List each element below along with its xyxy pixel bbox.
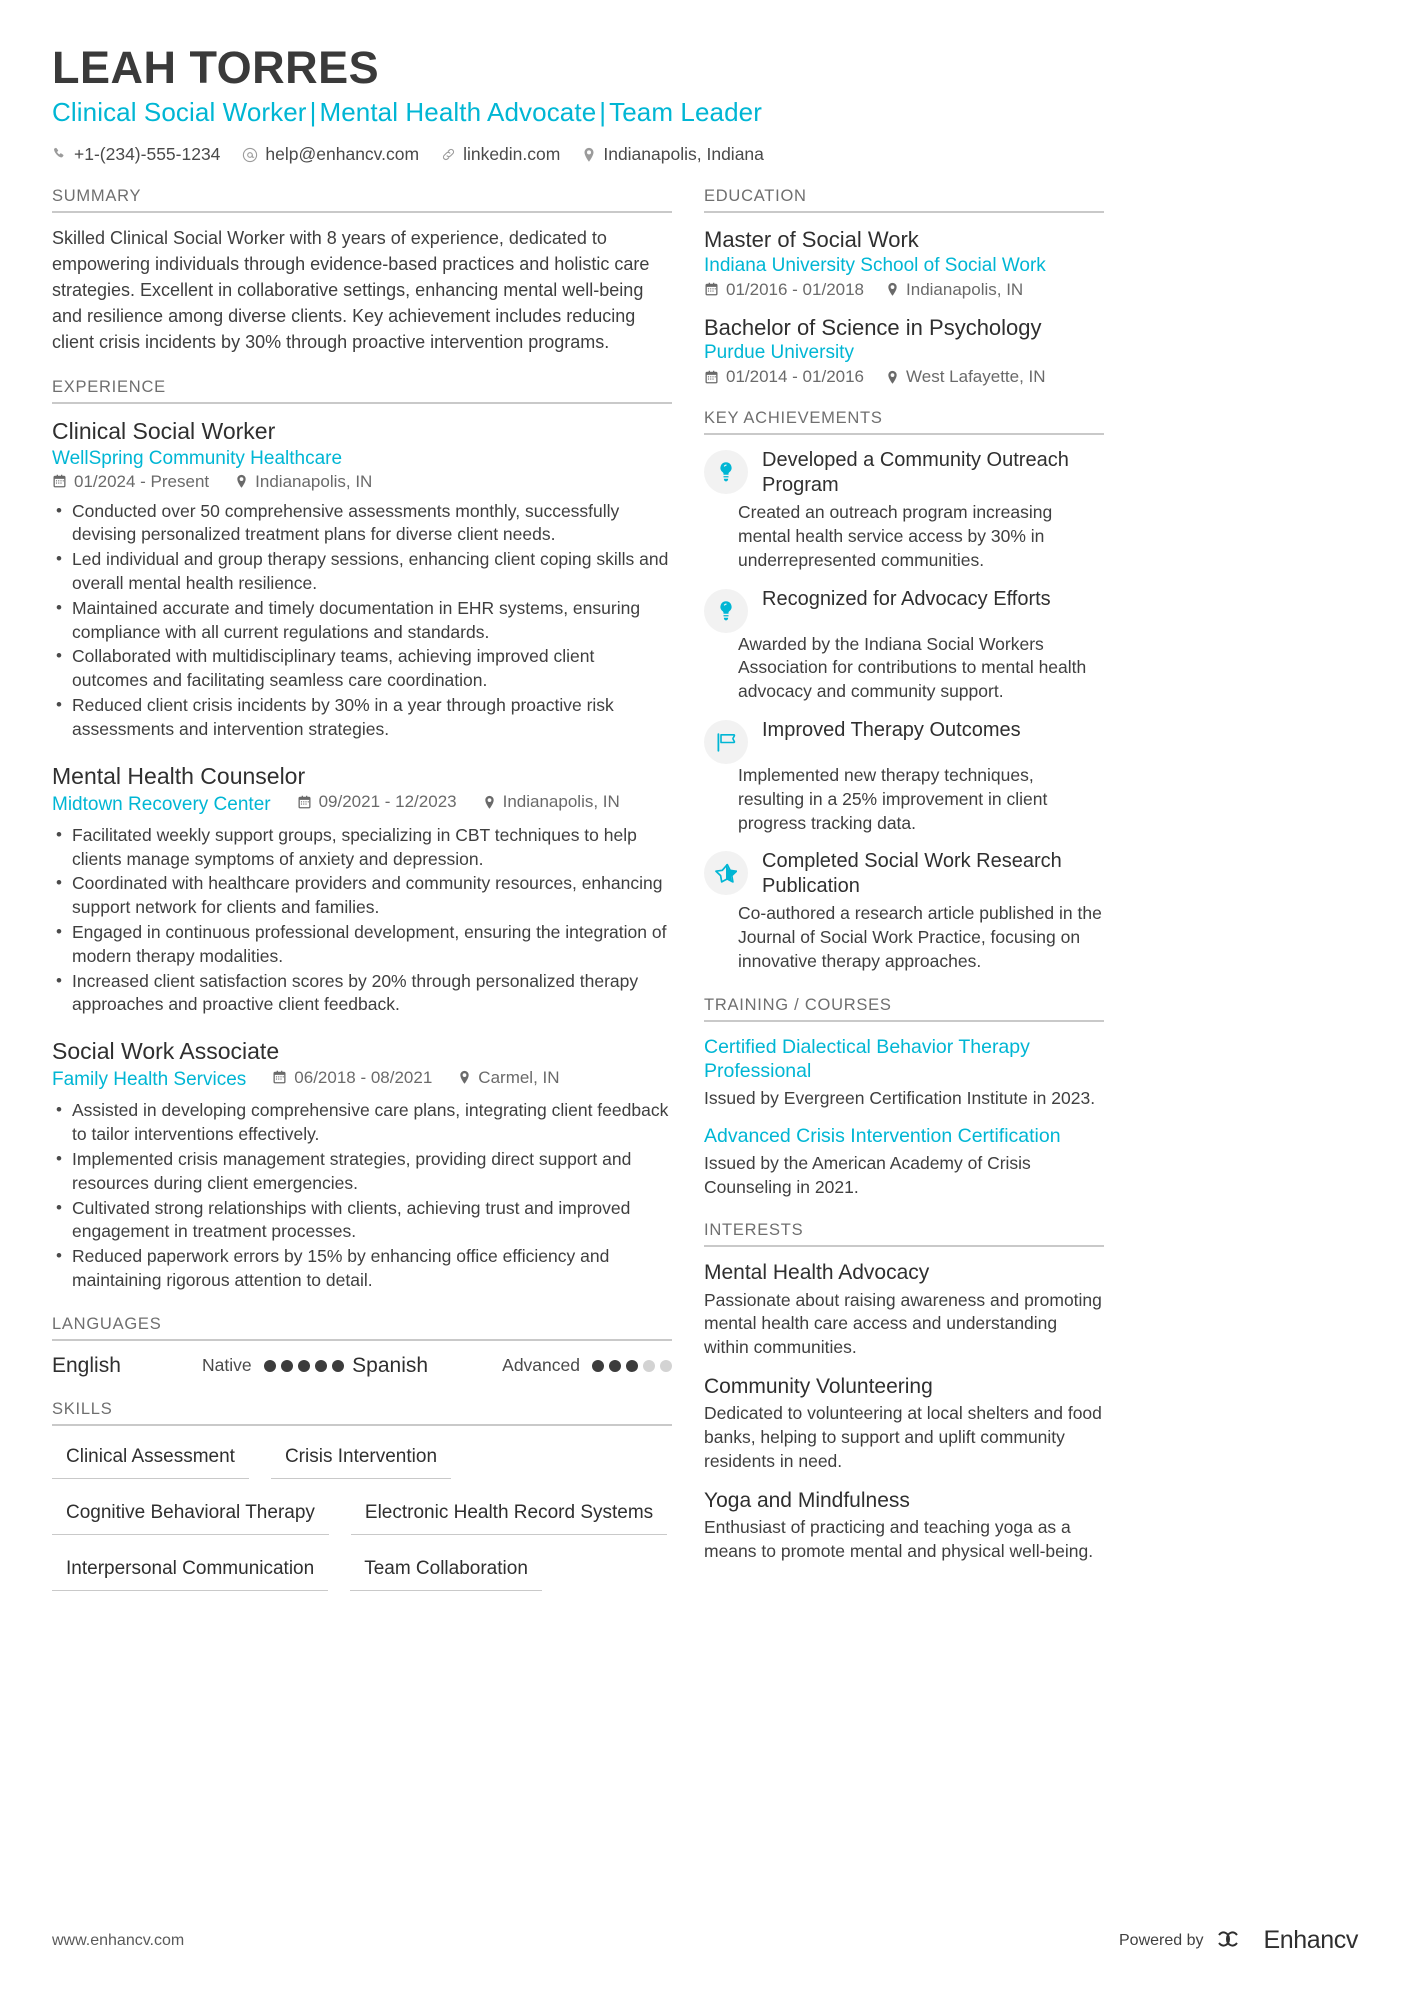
education-dates [704,280,864,300]
skill-chip: Electronic Health Record Systems [351,1495,667,1535]
language-rating-dot [332,1360,344,1372]
brand-logo [1216,1926,1359,1955]
section-title-interests: INTERESTS [704,1221,804,1240]
achievement-item [704,718,1104,835]
calendar-icon [297,795,312,810]
achievement-description: Created an outreach program increasing mental health service access by 30% in underrepresented communities. [738,502,1053,570]
education-degree: Bachelor of Science in Psychology [704,314,1042,340]
section-rule [52,211,672,213]
language-level: Native [202,1355,252,1376]
education-dates-text: 01/2016 - 01/2018 [726,279,865,299]
education-item [704,226,1104,300]
experience-list [52,417,672,1293]
email-icon [242,147,258,163]
language-name: English [52,1353,121,1377]
job-bullets [52,500,672,742]
lightbulb-icon [704,450,748,494]
headline-part-3: Team Leader [609,97,762,128]
section-title-skills: SKILLS [52,1399,113,1418]
job-meta-row [52,1068,672,1092]
section-rule [52,1424,672,1426]
experience-item [52,762,672,1018]
education-list [704,226,1104,387]
section-rule [704,211,1104,213]
job-bullet: • Assisted in developing comprehensive care plans, integrating client feedback to tailor interventions effectively. [52,1099,672,1147]
job-title: Social Work Associate [52,1038,280,1065]
summary-text: Skilled Clinical Social Worker with 8 years of experience, dedicated to empowering individuals through evidence-based practices and holistic care strategies. Excellent in collaborative settings, enhancing mental well-being and resilience among diverse clients. Key achievement includes reducing client crisis incidents by 30% through proactive intervention programs. [52,228,650,352]
job-bullet: • Conducted over 50 comprehensive assessments monthly, successfully devising personalized treatment plans for diverse client needs. [52,500,672,548]
resume-body [52,187,1358,1629]
language-rating [264,1360,344,1372]
calendar-icon [52,474,67,489]
education-location [886,280,1023,300]
contact-phone-text: +1-(234)-555-1234 [74,144,221,165]
page-footer [52,1926,1358,1955]
skill-chip: Cognitive Behavioral Therapy [52,1495,329,1535]
achievement-description: Awarded by the Indiana Social Workers Association for contributions to mental health advocacy and community support. [738,633,1087,702]
language-rating-dot [660,1360,672,1372]
language-rating-dot [264,1360,276,1372]
job-bullet: • Cultivated strong relationships with clients, achieving trust and improved engagement in treatment processes. [52,1197,672,1245]
lightbulb-icon [704,589,748,633]
job-bullet: • Reduced paperwork errors by 15% by enhancing office efficiency and maintaining rigorous attention to detail. [52,1245,672,1293]
experience-item [52,417,672,742]
location-icon [582,147,596,163]
section-skills [52,1400,672,1607]
calendar-icon [704,370,719,385]
achievement-head [704,849,1104,902]
job-dates [52,472,209,492]
interest-name: Mental Health Advocacy [704,1261,930,1285]
job-organization: WellSpring Community Healthcare [52,447,343,469]
training-name: Advanced Crisis Intervention Certification [704,1125,1061,1148]
job-bullet: • Collaborated with multidisciplinary teams, achieving improved client outcomes and facilitating seamless care coordination. [52,645,672,693]
contact-location[interactable] [582,144,764,165]
language-rating [592,1360,672,1372]
contact-phone[interactable] [52,144,220,165]
powered-by-label: Powered by [1119,1931,1204,1949]
achievement-body [762,718,1104,746]
location-icon [458,1070,471,1085]
education-meta [704,280,1104,300]
education-meta [704,367,1104,387]
headline-part-1: Clinical Social Worker [52,97,307,128]
section-summary [52,187,672,356]
job-bullet: • Increased client satisfaction scores by 20% through personalized therapy approaches and proactive client feedback. [52,970,672,1018]
language-rating-dot [609,1360,621,1372]
section-achievements [704,409,1104,974]
skill-chip: Team Collaboration [350,1551,542,1591]
education-location-text: Indianapolis, IN [906,279,1024,299]
training-item [704,1124,1104,1199]
language-rating-dot [592,1360,604,1372]
location-icon [886,282,899,297]
brand-name: Enhancv [1263,1926,1358,1954]
contact-link[interactable] [441,144,560,165]
resume-header [52,44,1358,165]
skill-chip: Crisis Intervention [271,1439,451,1479]
job-title: Clinical Social Worker [52,417,276,444]
section-rule [704,1245,1104,1247]
section-training [704,996,1104,1200]
headline-separator-2: | [599,97,607,128]
candidate-name: LEAH TORRES [52,42,380,93]
job-location [483,792,620,812]
job-bullets [52,824,672,1017]
contact-email[interactable] [242,144,419,165]
skills-row [52,1551,672,1607]
achievements-list [704,448,1104,974]
section-languages [52,1315,672,1378]
star-icon [704,851,748,895]
job-organization: Midtown Recovery Center [52,793,271,815]
section-title-languages: LANGUAGES [52,1314,162,1333]
language-rating-dot [643,1360,655,1372]
language-item [352,1354,672,1378]
contact-link-text: linkedin.com [463,144,561,165]
interests-list [704,1260,1104,1563]
section-interests [704,1221,1104,1563]
job-bullet: • Maintained accurate and timely documentation in EHR systems, ensuring compliance with all current regulations and standards. [52,597,672,645]
job-bullet: • Implemented crisis management strategies, providing direct support and resources during client emergencies. [52,1148,672,1196]
training-description: Issued by Evergreen Certification Institute in 2023. [704,1087,1096,1108]
section-rule [52,1339,672,1341]
job-dates [297,792,457,812]
job-meta-row [52,472,672,492]
contact-location-text: Indianapolis, Indiana [603,144,764,165]
achievement-body [762,849,1104,902]
job-bullet: • Led individual and group therapy sessions, enhancing client coping skills and overall mental health resilience. [52,548,672,596]
job-dates-text: 01/2024 - Present [74,471,210,491]
job-location-text: Indianapolis, IN [502,792,620,812]
achievement-title: Improved Therapy Outcomes [762,719,1021,742]
headline-part-2: Mental Health Advocate [319,97,597,128]
footer-brand-block [1119,1926,1358,1955]
interest-description: Passionate about raising awareness and promoting mental health care access and understanding within communities. [704,1289,1102,1358]
job-location-text: Carmel, IN [478,1067,560,1087]
education-degree: Master of Social Work [704,227,919,253]
section-rule [704,433,1104,435]
job-meta-row [52,792,672,816]
achievement-item [704,448,1104,572]
link-icon [441,147,456,162]
achievement-head [704,448,1104,501]
interest-description: Enthusiast of practicing and teaching yoga as a means to promote mental and physical well-being. [704,1516,1094,1561]
right-column [704,187,1104,1585]
left-column [52,187,672,1629]
training-item [704,1035,1104,1111]
interest-item [704,1488,1104,1564]
section-title-training: TRAINING / COURSES [704,995,892,1014]
achievement-title: Recognized for Advocacy Efforts [762,587,1051,610]
education-dates-text: 01/2014 - 01/2016 [726,367,865,387]
education-school: Indiana University School of Social Work [704,254,1046,276]
achievement-head [704,718,1104,764]
job-dates-text: 06/2018 - 08/2021 [294,1067,433,1087]
job-title: Mental Health Counselor [52,762,306,789]
achievement-description: Implemented new therapy techniques, resulting in a 25% improvement in client progress tracking data. [738,765,1048,833]
achievement-title: Developed a Community Outreach Program [762,449,1069,497]
achievement-description: Co-authored a research article published in the Journal of Social Work Practice, focusing on innovative therapy approaches. [738,903,1102,972]
flag-icon [704,720,748,764]
candidate-headline [52,97,1358,128]
skills-row [52,1439,672,1495]
job-location-text: Indianapolis, IN [255,471,373,491]
job-bullet: • Engaged in continuous professional development, ensuring the integration of modern therapy modalities. [52,921,672,969]
section-title-achievements: KEY ACHIEVEMENTS [704,409,883,428]
language-rating-dot [626,1360,638,1372]
achievement-body [762,587,1104,615]
section-title-education: EDUCATION [704,187,807,206]
skill-chip: Interpersonal Communication [52,1551,328,1591]
languages-list [52,1354,672,1378]
interest-name: Community Volunteering [704,1374,933,1398]
interest-name: Yoga and Mindfulness [704,1488,910,1512]
footer-url[interactable]: www.enhancv.com [52,1931,185,1949]
job-dates [272,1068,432,1088]
skill-chip: Clinical Assessment [52,1439,249,1479]
interest-item [704,1260,1104,1360]
skills-row [52,1495,672,1551]
education-dates [704,367,864,387]
job-organization: Family Health Services [52,1069,247,1091]
education-location [886,367,1046,387]
language-name: Spanish [352,1353,429,1377]
language-item [52,1354,344,1378]
training-name: Certified Dialectical Behavior Therapy Professional [704,1035,1030,1083]
education-item [704,314,1104,388]
section-title-experience: EXPERIENCE [52,377,166,396]
job-location [458,1068,559,1088]
language-rating-dot [298,1360,310,1372]
location-icon [483,795,496,810]
achievement-title: Completed Social Work Research Publication [762,850,1062,898]
achievement-body [762,448,1104,501]
calendar-icon [272,1070,287,1085]
education-location-text: West Lafayette, IN [906,367,1046,387]
language-rating-dot [281,1360,293,1372]
training-description: Issued by the American Academy of Crisis Counseling in 2021. [704,1152,1031,1197]
phone-icon [52,147,67,162]
location-icon [235,474,248,489]
job-bullets [52,1099,672,1292]
contact-email-text: help@enhancv.com [265,144,420,165]
achievement-item [704,849,1104,973]
calendar-icon [704,282,719,297]
section-rule [704,1020,1104,1022]
section-rule [52,402,672,404]
skills-list [52,1439,672,1607]
achievement-item [704,587,1104,704]
job-dates-text: 09/2021 - 12/2023 [318,792,457,812]
job-bullet: • Coordinated with healthcare providers and community resources, enhancing support network for clients and families. [52,872,672,920]
section-experience [52,378,672,1293]
achievement-head [704,587,1104,633]
job-bullet: • Facilitated weekly support groups, specializing in CBT techniques to help clients manage symptoms of anxiety and depression. [52,824,672,872]
job-location [235,472,372,492]
education-school: Purdue University [704,342,854,364]
headline-separator-1: | [309,97,317,128]
training-list [704,1035,1104,1200]
experience-item [52,1037,672,1293]
location-icon [886,370,899,385]
section-title-summary: SUMMARY [52,187,142,206]
interest-description: Dedicated to volunteering at local shelters and food banks, helping to support and uplift community residents in need. [704,1403,1102,1471]
contact-list [52,144,1358,165]
enhancv-logo-icon [1216,1928,1256,1954]
section-education [704,187,1104,387]
language-rating-dot [315,1360,327,1372]
job-bullet: • Reduced client crisis incidents by 30% in a year through proactive risk assessments and intervention strategies. [52,694,672,742]
interest-item [704,1374,1104,1474]
language-level: Advanced [502,1355,580,1376]
